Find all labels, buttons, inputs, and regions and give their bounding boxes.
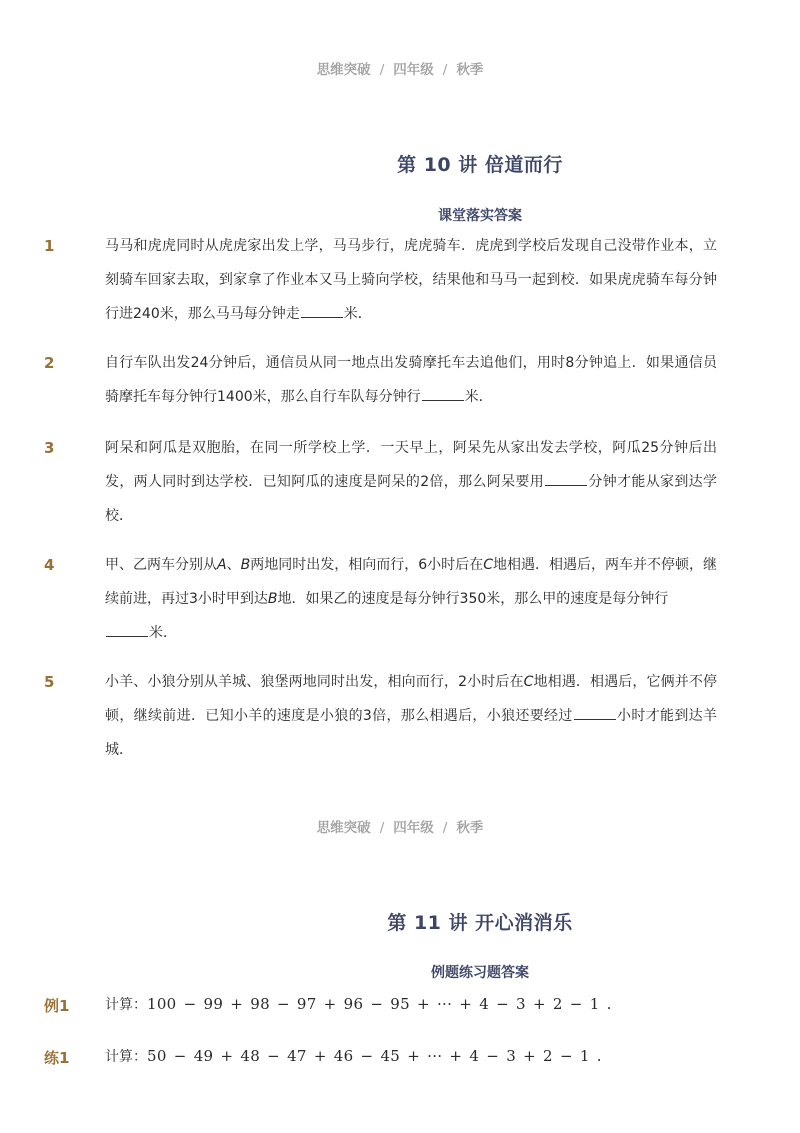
answer-blank[interactable] [106,622,148,637]
breadcrumb-grade: 四年级 [393,820,434,836]
problem-prefix: 计算： [105,997,147,1013]
section-title: 课堂落实答案 [438,208,522,224]
breadcrumb [0,816,800,836]
point-label: B [240,557,251,573]
question-text-part: 小羊、小狼分别从羊城、狼堡两地同时出发，相向而行，2小时后在 [105,674,524,690]
question-text-part: 马马和虎虎同时从虎虎家出发上学，马马步行，虎虎骑车．虎虎到学校后发现自己没带作业本，立刻骑车回家去取，到家拿了作业本又马上骑向学校，结果他和马马一起到校．如果虎虎骑车每分钟行进240米，那么马马每分钟走 [105,238,717,322]
breadcrumb [0,58,800,78]
question-number: 3 [44,439,55,457]
question-text [105,431,717,533]
question-text-part: 阿呆和阿瓜是双胞胎，在同一所学校上学．一天早上，阿呆先从家出发去学校，阿瓜25分钟后出发，两人同时到达学校．已知阿瓜的速度是阿呆的2倍，那么阿呆要用 [105,440,717,490]
lecture-title: 第 11 讲 开心消消乐 [387,912,573,934]
math-expression: 50 − 49 + 48 − 47 + 46 − 45 + ··· + 4 − 3 + 2 − 1 . [147,1047,602,1065]
answer-blank[interactable] [545,471,587,486]
section-title: 例题练习题答案 [431,965,529,981]
breadcrumb-separator: / [379,820,385,836]
question-text-part: 地相遇．相遇后，它俩并不停顿，继续前进．已知小羊的速度是小狼的3倍，那么相遇后，小狼还要经过 [105,674,718,724]
problem-label: 例1 [44,997,70,1015]
answer-blank[interactable] [301,303,343,318]
problem-label: 练1 [44,1049,70,1067]
math-expression: 100 − 99 + 98 − 97 + 96 − 95 + ··· + 4 − 3 + 2 − 1 . [147,995,612,1013]
question-number: 5 [44,673,55,691]
question-text [105,229,717,331]
question-text [105,346,717,414]
breadcrumb-separator: / [442,62,448,78]
question-text-part: 小时才能到达羊城． [105,708,718,758]
question-number: 4 [44,556,55,574]
question-text [105,548,717,650]
question-text-part: 、 [226,557,241,573]
breadcrumb-course: 思维突破 [316,820,371,836]
breadcrumb-separator: / [379,62,385,78]
question-text-part: 地．如果乙的速度是每分钟行350米，那么甲的速度是每分钟行 [277,591,669,607]
point-label: B [267,591,278,607]
question-text-part: 米． [464,389,493,405]
question-text-part: 甲、乙两车分别从 [105,557,218,573]
question-number: 1 [44,237,55,255]
question-text [105,665,717,767]
breadcrumb-season: 秋季 [456,62,484,78]
point-label: C [483,557,493,573]
question-text-part: 自行车队出发24分钟后，通信员从同一地点出发骑摩托车去追他们，用时8分钟追上．如果通信员骑摩托车每分钟行1400米，那么自行车队每分钟行 [105,355,717,405]
problem-text [105,1039,717,1074]
question-text-part: 两地同时出发，相向而行，6小时后在 [250,557,484,573]
problem-text [105,987,717,1022]
question-text-part: 米． [149,625,177,641]
question-text-part: 米． [343,306,372,322]
question-text-part: 分钟才能从家到达学校． [105,474,718,524]
breadcrumb-separator: / [442,820,448,836]
question-number: 2 [44,354,55,372]
question-text-part: 地相遇．相遇后，两车并不停顿，继续前进，再过3小时甲到达 [105,557,718,607]
answer-blank[interactable] [574,705,616,720]
point-label: A [217,557,227,573]
breadcrumb-grade: 四年级 [393,62,434,78]
point-label: C [523,674,534,690]
breadcrumb-course: 思维突破 [316,62,371,78]
problem-prefix: 计算： [105,1049,147,1065]
breadcrumb-season: 秋季 [456,820,484,836]
answer-blank[interactable] [422,386,464,401]
lecture-title: 第 10 讲 倍道而行 [397,154,563,176]
